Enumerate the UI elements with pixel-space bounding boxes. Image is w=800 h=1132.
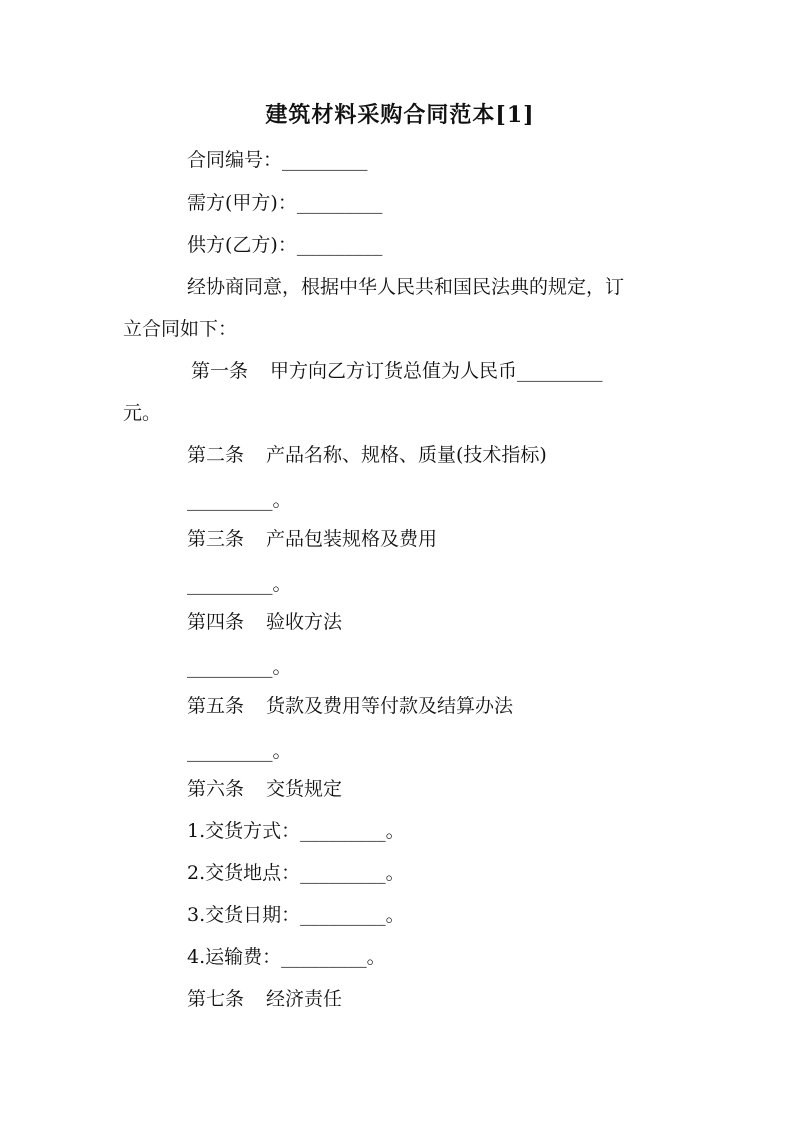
article-5-blank: _________。: [187, 740, 292, 762]
article-4-label: 第四条: [187, 611, 245, 633]
article-3-blank: _________。: [187, 573, 292, 595]
contract-number-line: 合同编号：_________: [187, 149, 368, 171]
article-5-label: 第五条: [187, 695, 245, 717]
buyer-line: 需方(甲方)：_________: [187, 192, 383, 214]
article-7-label: 第七条: [187, 988, 245, 1010]
delivery-item-method: 1.交货方式：_________。: [187, 820, 405, 842]
article-1-continuation: 元。: [123, 402, 162, 424]
article-7-text: 经济责任: [266, 988, 343, 1010]
intro-paragraph-line1: 经协商同意，根据中华人民共和国民法典的规定，订: [187, 276, 625, 298]
article-4-blank: _________。: [187, 656, 292, 678]
article-4-line: [187, 610, 342, 634]
article-7-line: [187, 987, 342, 1011]
article-3-line: [187, 527, 437, 551]
article-2-blank: _________。: [187, 489, 292, 511]
article-6-label: 第六条: [187, 778, 245, 800]
article-2-label: 第二条: [187, 444, 245, 466]
article-1-label: 第一条: [191, 360, 249, 382]
article-2-line: [187, 443, 547, 467]
article-6-text: 交货规定: [266, 778, 343, 800]
article-6-line: [187, 777, 342, 801]
article-1-text: 甲方向乙方订货总值为人民币_________: [270, 360, 603, 382]
delivery-item-freight: 4.运输费：_________。: [187, 946, 386, 968]
article-5-text: 货款及费用等付款及结算办法: [266, 695, 514, 717]
delivery-item-location: 2.交货地点：_________。: [187, 862, 405, 884]
article-3-label: 第三条: [187, 528, 245, 550]
article-3-text: 产品包装规格及费用: [266, 528, 438, 550]
article-5-line: [187, 694, 513, 718]
intro-paragraph-line2: 立合同如下：: [123, 318, 238, 340]
article-2-text: 产品名称、规格、质量(技术指标): [266, 444, 547, 466]
article-4-text: 验收方法: [266, 611, 343, 633]
document-title: 建筑材料采购合同范本[1]: [265, 102, 535, 128]
seller-line: 供方(乙方)：_________: [187, 234, 383, 256]
article-1-line: [191, 359, 603, 383]
delivery-item-date: 3.交货日期：_________。: [187, 904, 405, 926]
